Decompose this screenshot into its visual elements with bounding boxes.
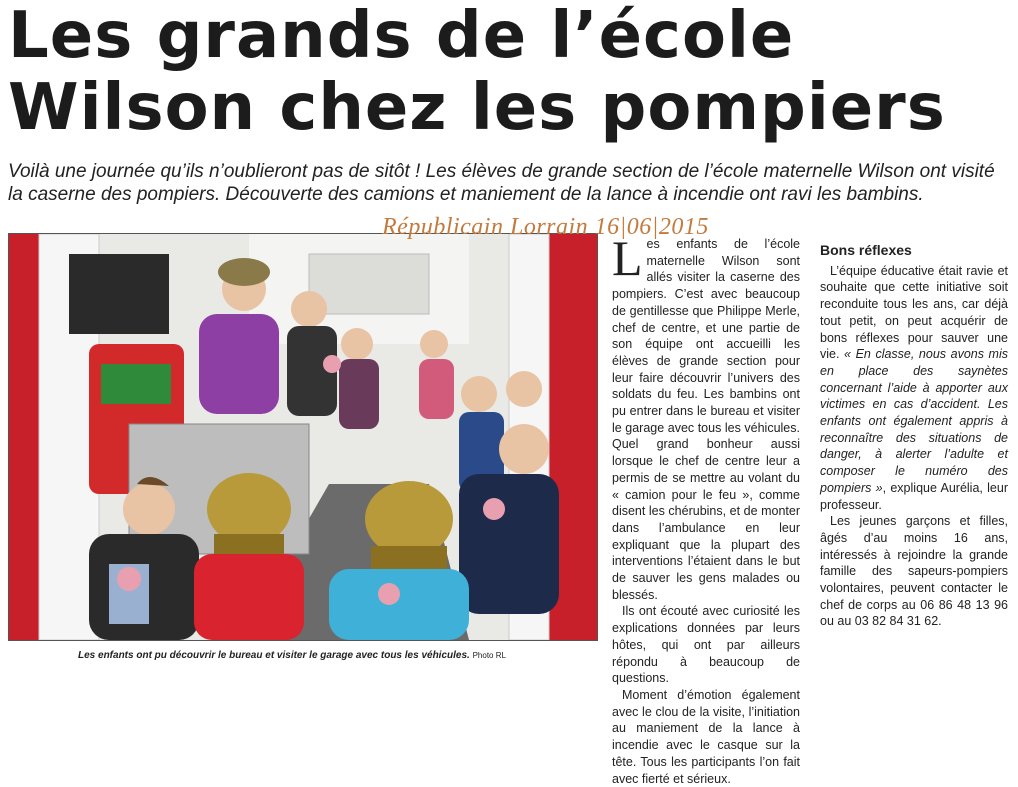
photo-credit: Photo RL bbox=[472, 651, 506, 660]
jacket-cyan bbox=[329, 569, 469, 640]
lede: Voilà une journée qu’ils n’oublieront pas de sitôt ! Les élèves de grande section de l’école maternelle Wilson ont visité la caserne des pompiers. Découverte des camions et maniement de la lance à incendie ont ravi les bambins. bbox=[8, 161, 995, 205]
ambulance-left-red bbox=[9, 234, 39, 640]
article-paragraph-4-text: L’équipe éducative était ravie et souhaite que cette initiative soit reconduite tous les ans, car déjà tout petit, on peut acquérir de bons réflexes pour sauver une vie. bbox=[820, 263, 1008, 362]
article-column-2 bbox=[820, 236, 1008, 630]
headline-line-2: Wilson chez les pompiers bbox=[8, 71, 946, 145]
article-paragraph-1-text: es enfants de l’école maternelle Wilson sont allés visiter la caserne des pompiers. C’est avec beaucoup de gentillesse que Philippe Merle, chef de centre, et une partie de son équipe ont accueilli les élèves de grande section pour leur faire découvrir l’univers des soldats du feu. Les bambins ont pu entrer dans le bureau et visiter le garage avec tous les véhicules. Quel grand bonheur aussi lorsque le chef de centre leur a permis de se mettre au volant du « camion pour le feu », comme disent les chérubins, et de monter dans l’ambulance en leur expliquant que la plupart des interventions l’étaient dans le but de sauver les gens malades ou blessés. bbox=[612, 237, 800, 602]
article-paragraph-2: Ils ont écouté avec curiosité les explications données par leurs hôtes, qui ont par ailleurs répondu à beaucoup de questions. bbox=[612, 604, 800, 686]
article-photo bbox=[8, 233, 598, 641]
teacher-quote: « En classe, nous avons mis en place des saynètes concernant l’aide à apporter aux victimes en cas d’accident. Les enfants ont également appris à reconnaître des situations de danger, à alerter l’adulte et composer le numéro des pompiers » bbox=[820, 347, 1008, 495]
article-paragraph-4 bbox=[820, 263, 1008, 514]
photo-caption bbox=[78, 650, 506, 661]
headline bbox=[8, 0, 1013, 144]
photo-caption-text: Les enfants ont pu découvrir le bureau et visiter le garage avec tous les véhicules. bbox=[78, 650, 470, 661]
headline-line-1: Les grands de l’école bbox=[8, 0, 795, 73]
dropcap: L bbox=[612, 230, 643, 286]
article-paragraph-1 bbox=[612, 230, 800, 603]
section-subhead: Bons réflexes bbox=[820, 242, 912, 258]
article-paragraph-3: Moment d’émotion également avec le clou de la visite, l’initiation au maniement de la lance à incendie avec le casque sur la tête. Tous les participants l’on fait avec fierté et sérieux. bbox=[612, 687, 800, 786]
article-column-1 bbox=[612, 230, 800, 787]
article-paragraph-5: Les jeunes garçons et filles, âgés d’au moins 16 ans, intéressés à rejoindre la grande famille des sapeurs-pompiers volontaires, peuvent contacter le chef de corps au 06 86 48 13 96 ou au 03 82 84 31 62. bbox=[820, 514, 1008, 629]
ambulance-interior-illustration bbox=[9, 234, 597, 640]
article-paragraph-4-end: , explique Aurélia, leur professeur. bbox=[820, 480, 1008, 512]
jacket-red bbox=[194, 554, 304, 640]
newspaper-stamp: Républicain Lorrain 16|06|2015 bbox=[382, 214, 709, 240]
next-headline-cutoff bbox=[8, 661, 1008, 675]
